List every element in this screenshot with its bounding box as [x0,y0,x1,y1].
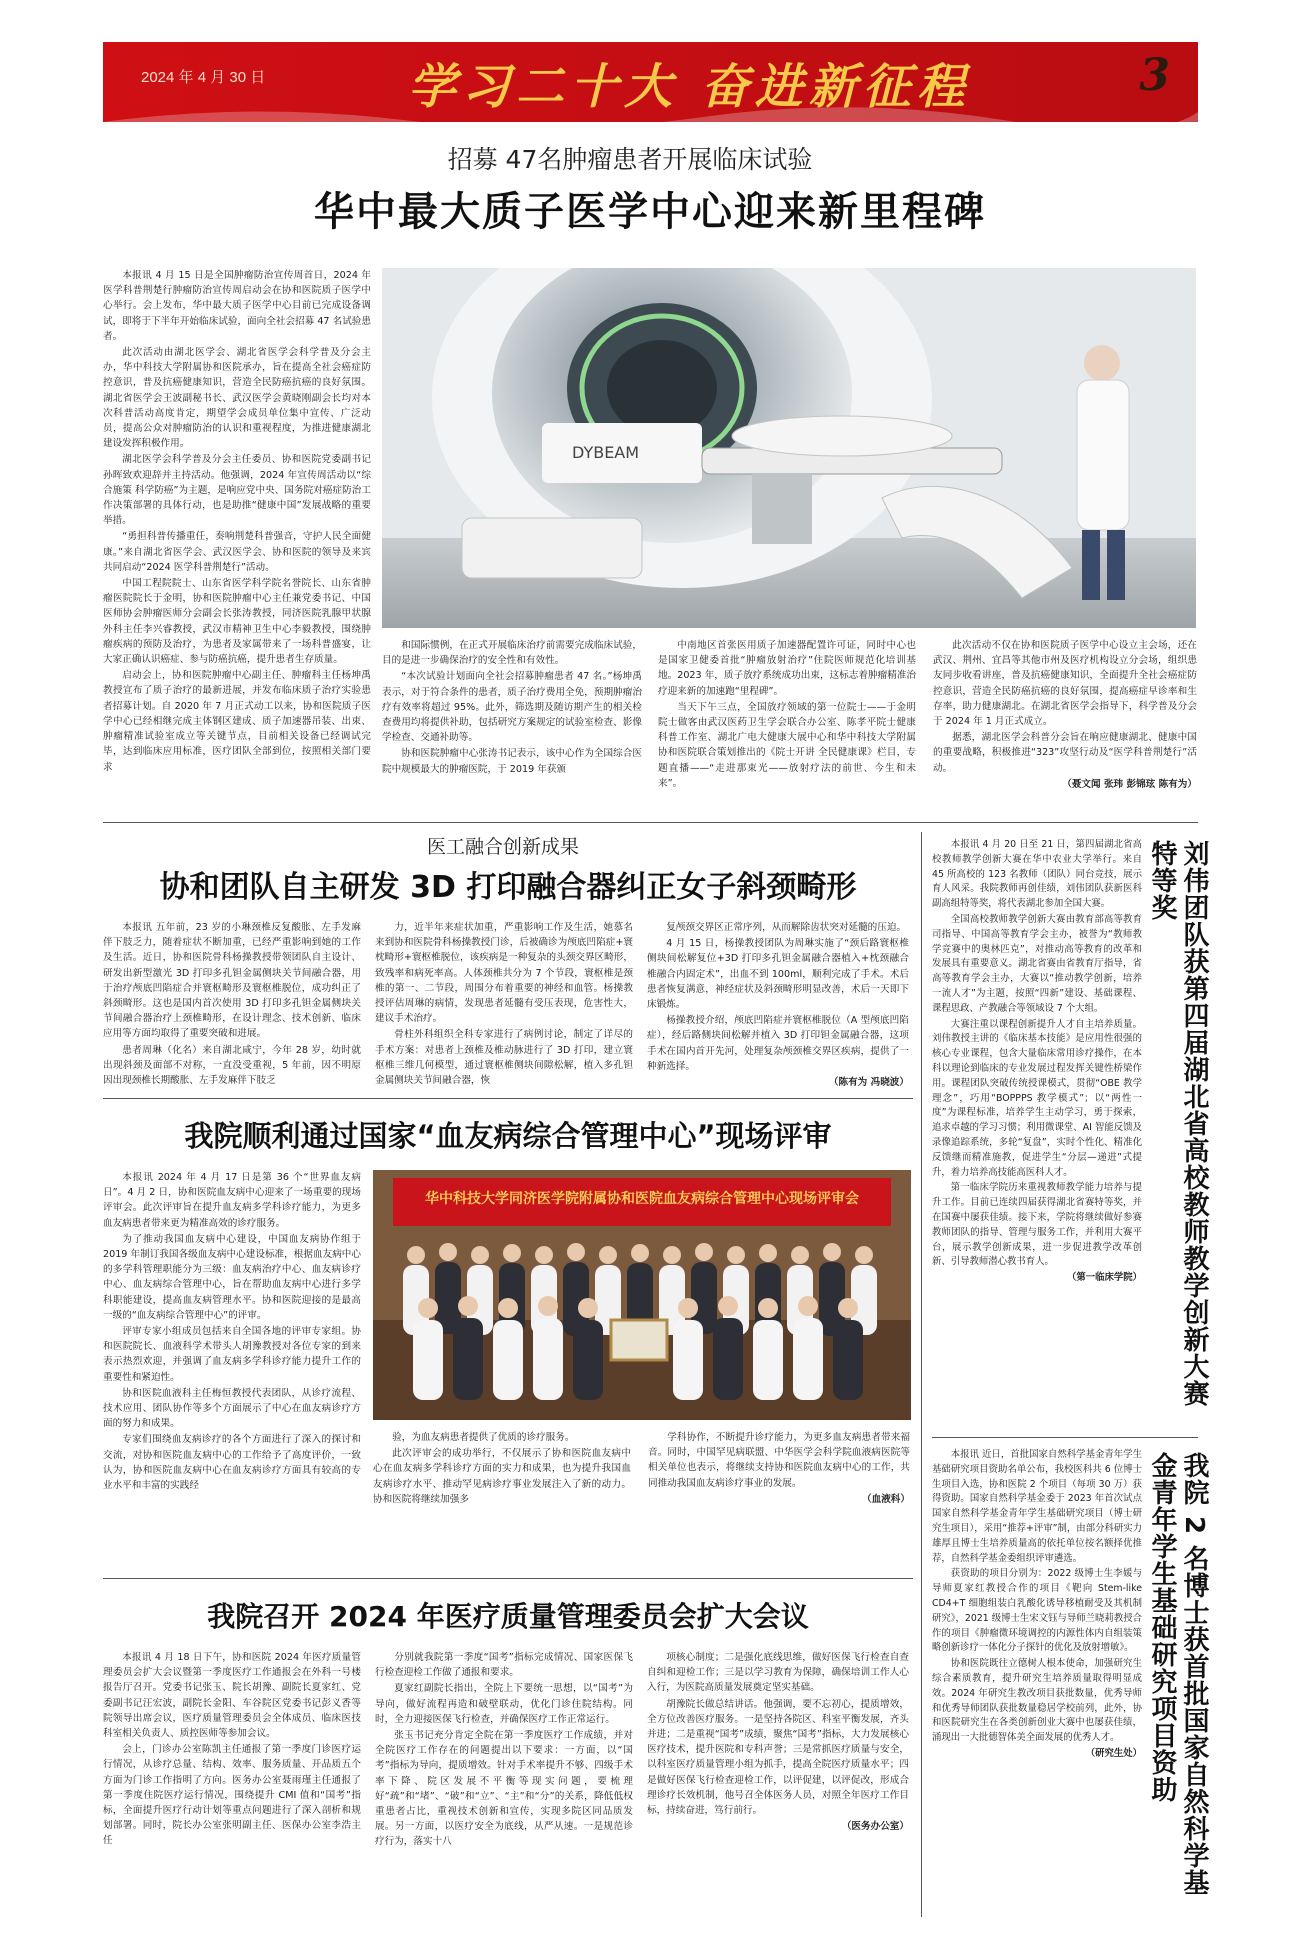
paragraph: 中国工程院院士、山东省医学科学院名誉院长、山东省肿瘤医院院长于金明，协和医院肿瘤中心主任兼党委书记、中国医师协会肿瘤医师分会副会长张涛教授，同济医院乳腺甲状腺外科主任李兴睿教授，武汉市精神卫生中心李毅教授，围绕肿瘤疾病的预防及治疗，为患者及家属带来了一场科普盛宴，让大家正确认识癌症、参与防癌抗癌，提升患者生存质量。 [103,578,371,666]
paragraph: “本次试验计划面向全社会招募肿瘤患者 47 名。”杨坤禹表示，对于符合条件的患者，质子治疗费用全免，预期肿瘤治疗有效率将超过 95%。此外，筛选期及随访期产生的相关检查费用均将提供补助，包括研究方案规定的试验室检查、影像学检查、交通补助等。 [382,671,642,744]
photo-banner-text: 华中科技大学同济医学院附属协和医院血友病综合管理中心现场评审会 [425,1191,859,1207]
article3-column-3 [648,1430,910,1570]
article1-column-1 [103,268,371,813]
article2-headline: 协和团队自主研发 3D 打印融合器纠正女子斜颈畸形 [159,870,857,905]
paragraph: 大赛注重以课程创新提升人才自主培养质量。刘伟教授主讲的《临床基本技能》是应用性很强的核心专业课程，包含大量临床常用诊疗操作，在本科以理论到临床的专业发展过程发挥关键性桥梁作用。课程团队突破传统授课模式，贯彻“OBE 教学理念”，巧用“BOPPPS 教学模式”；以“两性一度”为课程标准，培养学生主动学习，勇于探索，追求卓越的学习习惯；利用微课堂、AI 智能反馈及录像追踪系统，多轮“复盘”，实时个性化、精准化反馈继而精准施教，促进学生“分层—递进”式提升，着力培养高技能高医科人才。 [932,1018,1142,1178]
paragraph: 夏家红副院长指出，全院上下要统一思想，以“国考”为导向，做好流程再造和破壁联动，优化门诊住院结构。同时，全力迎接医保飞行检查，并确保医疗工作正常运行。 [375,1683,633,1725]
paragraph: 张玉书记充分肯定全院在第一季度医疗工作成绩，并对全院医疗工作存在的问题提出以下要求：一方面，以“国考”指标为导向，提质增效。针对手术率提升不够、四级手术率下降、院区发展不平衡等现实问题，要梳理好“疏”和“堵”、“破”和“立”、“主”和“分”的关系，降低低权重患者占比，重视技术创新和宣传，实现多院区同品质发展。另一方面，以医疗安全为底线，从严从速。一是规范诊疗行为，落实十八 [375,1730,633,1848]
paragraph: 专家们围绕血友病诊疗的各个方面进行了深入的探讨和交流，对协和医院血友病中心的工作给予了高度评价，一致认为，协和医院血友病中心在血友病诊疗方面具有较高的专业水平和丰富的实践经 [103,1434,361,1492]
paragraph: 第一临床学院历来重视教师教学能力培养与提升工作。目前已连续四届获得湖北省赛特等奖，并在国赛中屡获佳绩。接下来，学院将继续做好参赛教师团队的指导、管理与服务工作，并利用大赛平台，展示教学创新成果，进一步促进教学改革创新、引导教师潜心教书育人。 [932,1182,1142,1268]
sidebar-divider [921,832,922,1917]
article2-column-2 [375,920,633,1090]
article3-column-2 [373,1430,631,1570]
article4-column-2 [375,1650,633,1915]
review-meeting-group-photo [373,1170,911,1420]
paragraph: 项核心制度；二是强化底线思维，做好医保飞行检查自查自纠和迎检工作；三是以学习教育为保障，确保培训工作人心入行，为医院高质量发展奠定坚实基础。 [647,1652,909,1694]
paragraph: “勇担科普传播重任，奏响荆楚科普强音，守护人民全面健康。”来自湖北省医学会、武汉医学会、协和医院的领导及来宾共同启动“2024 医学科普荆楚行”活动。 [103,531,371,573]
paragraph: 分别就我院第一季度“国考”指标完成情况、国家医保飞行检查迎检工作做了通报和要求。 [375,1652,633,1679]
paragraph: 协和医院既往立德树人根本使命，加强研究生综合素质教育，提升研究生培养质量取得明显成效。2024 年研究生教改项目获批数量，优秀导师和优秀导师团队获批数量稳居学校前列，此外，协和医院研究生在各类创新创业大赛中也屡获佳绩，涌现出一大批德智体美全面发展的优秀人才。 [932,1658,1142,1744]
paragraph: 本报讯 4 月 20 日至 21 日，第四届湖北省高校教师教学创新大赛在华中农业大学举行。来自 45 所高校的 123 名教师（团队）同台竞技，展示育人风采。我院教师再创佳绩，刘伟团队获新医科副高组特等奖，将代表湖北参加全国大赛。 [932,839,1142,910]
article3-byline: （血液科） [862,1493,910,1505]
sidebar2-byline: （研究生处） [1085,1747,1142,1759]
paragraph: 启动会上，协和医院肿瘤中心副主任、肿瘤科主任杨坤禹教授宣布了质子治疗的最新进展，并发布临床质子治疗实验患者招募计划。自 2020 年 7 月正式动工以来，协和医院质子医学中心已经相继完成主体钢区建成、质子加速器吊装、出束、肿瘤精准试验室成立等关键节点，目前相关设备已经调试完毕，达到临床应用标准，医疗团队全部到位，按照相关部门要求 [103,670,371,773]
paragraph: 中南地区首张医用质子加速器配置许可证，同时中心也是国家卫健委首批“肿瘤放射治疗”住院医师规范化培训基地。2023 年，质子放疗系统成功出束，这标志着肿瘤精准治疗迎来新的加速跑“里程碑”。 [658,640,916,697]
paragraph: 本报讯 2024 年 4 月 17 日是第 36 个“世界血友病日”。4 月 2 日，协和医院血友病中心迎来了一场重要的现场评审会。此次评审旨在提升血友病多学科诊疗能力，为更多血友病患者带来更为精准高效的诊疗服务。 [103,1172,361,1229]
issue-date: 2024 年 4 月 30 日 [141,69,266,86]
section-divider [103,822,1198,823]
sidebar1-title: 刘伟团队获第四届湖北省高校教师教学创新大赛特等奖 [1147,840,1209,1407]
paragraph: 此次活动不仅在协和医院质子医学中心设立主会场，还在武汉、荆州、宜昌等其他市州及医疗机构设立分会场，组织患友同步收看讲座，普及抗癌健康知识，全面提升全社会癌症防控意识，营造全民防癌抗癌的良好氛围，提高癌症早诊率和生存率，助力健康湖北。在湖北省医学会指导下，科学普及分会于 2024 年 1 月正式成立。 [933,640,1197,728]
paragraph: 协和医院肿瘤中心张涛书记表示，该中心作为全国综合医院中规模最大的肿瘤医院，于 2019 年获颁 [382,748,642,775]
paragraph: 获资助的项目分别为：2022 级博士生李媛与导师夏家红教授合作的项目《靶向 Stem-like CD4+T 细胞组装白乳酸化诱导移植耐受及其机制研究》，2021 级博士生宋文钰与导师兰晓莉教授合作的项目《肿瘤微环境调控的内源性体内自组装策略创新诊疗一体化分子探针的优化及放射增敏》。 [932,1568,1142,1654]
article4-byline: （医务办公室） [841,1821,909,1833]
section-divider [103,1578,913,1579]
paragraph: 协和医院血液科主任梅恒教授代表团队，从诊疗流程、技术应用、团队协作等多个方面展示了中心在血友病诊疗方面的努力和成果。 [103,1387,361,1430]
proton-therapy-photo [382,268,1196,628]
paragraph: 此次活动由湖北医学会、湖北省医学会科学普及分会主办，华中科技大学附属协和医院承办，旨在提高全社会癌症防控意识，普及抗癌健康知识，营造全民防癌抗癌的良好氛围。湖北省医学会王波副秘书长、武汉医学会黄晓刚副会长均对本次科普活动高度肯定，期望学会成员单位集中宣传、广泛动员，提高公众对肿瘤防治的认识和重视程度，为推进健康湖北建设发挥积极作用。 [103,347,371,450]
article1-kicker: 招募 47名肿瘤患者开展临床试验 [447,145,813,174]
paragraph: 力，近半年来症状加重，严重影响工作及生活，她慕名来到协和医院骨科杨操教授门诊，后被确诊为颅底凹陷症+寰枕畸形+寰枢椎脱位，该疾病是一种复杂的头颈交界区畸形，致残率和病死率高。人体颈椎共分为 7 个节段，寰枢椎是颈椎的第一、二节段，周围分布着重要的神经和血管。杨操教授评估周琳的病情，发现患者延髓有受压表现，危害性大，建议手术治疗。 [375,922,633,1025]
paragraph: 骨柱外科组织全科专家进行了病例讨论，制定了详尽的手术方案：对患者上颈椎及椎动脉进行了 3D 打印，建立寰枢椎三维几何模型，通过寰枢椎侧块间隙松解，植入多孔钽金属侧块关节间融合器，恢 [375,1029,633,1087]
paragraph: 本报讯 五年前，23 岁的小琳颈椎反复酸胀、左手发麻伴下肢乏力，随着症状不断加重，已经严重影响到她的工作及生活。近日，协和医院骨科杨操教授带领团队自主设计、研发出新型激光 3D 打印多孔钽金属侧块关节间融合器，用于治疗颅底凹陷症合并寰枢畸形及寰枢椎脱位，成功纠正了斜颈畸形。这也是国内首次使用 3D 打印多孔钽金属侧块关节间融合器治疗上颈椎畸形，在设计理念、技术创新、临床应用等方面均取得了重要突破和进展。 [103,922,361,1040]
article4-headline: 我院召开 2024 年医疗质量管理委员会扩大会议 [207,1600,809,1633]
article1-column-4 [933,638,1197,813]
article3-headline: 我院顺利通过国家“血友病综合管理中心”现场评审 [184,1119,832,1153]
paragraph: 当天下午三点，全国放疗领域的第一位院士——于金明院士做客由武汉医药卫生学会联合办公室、陈孝平院士健康科普工作室、湖北广电大健康大展中心和华中科技大学附属协和医院联合策划推出的《院士开讲 全民健康课》栏目，专题直播——“走进那束光——放射疗法的前世、今生和未来”。 [658,701,916,789]
paragraph: 4 月 15 日，杨操教授团队为周琳实施了“颈后路寰枢椎侧块间松解复位+3D 打印多孔钽金属融合器植入+枕颈融合椎融合内固定术”，出血不到 100ml，顺利完成了手术。术后患者恢复满意，神经症状及斜颈畸形明显改善，术后一天即下床锻炼。 [647,938,909,1011]
paragraph: 患者周琳（化名）来自湖北咸宁，今年 28 岁，幼时就出现斜颈及面部不对称，一直没受重视，5 年前，因不明原因出现颈椎长期酸胀、左手发麻伴下肢乏 [103,1044,361,1087]
sidebar1-body [932,838,1142,1428]
article4-column-1 [103,1650,361,1915]
paragraph: 本报讯 4 月 18 日下午，协和医院 2024 年医疗质量管理委员会扩大会议暨第一季度医疗工作通报会在外科一号楼报告厅召开。党委书记张玉、院长胡豫、副院长夏家红、党委副书记汪宏波，副院长金阳、车谷院区党委书记彭义香等院领导出席会议，医疗质量管理委员会全体成员、临床医技科室相关负责人、质控医师等参加会议。 [103,1652,361,1740]
paragraph: 会上，门诊办公室陈凯主任通报了第一季度门诊医疗运行情况，从诊疗总量、结构、效率、服务质量、开品质五个方面为门诊工作指明了方向。医务办公室聂雨瑾主任通报了第一季度住院医疗运行情况，围绕提升 CMI 值和“国考”指标，全面提升医疗行动计划等重点问题进行了深入剖析和规划部署。同时，院长办公室张明副主任、医保办公室李浩主任 [103,1744,361,1847]
section-divider [932,1437,1198,1438]
article1-column-3 [658,638,916,813]
paragraph: 复颅颈交界区正常序列，从而解除齿状突对延髓的压迫。 [666,922,907,933]
article1-column-2 [382,638,642,813]
paragraph: 和国际惯例，在正式开展临床治疗前需要完成临床试验，目的是进一步确保治疗的安全性和有效性。 [382,640,642,667]
section-divider [103,1098,913,1099]
article2-kicker: 医工融合创新成果 [426,836,579,858]
paragraph: 学科协作，不断提升诊疗能力，为更多血友病患者带来福音。同时，中国罕见病联盟、中华医学会科学院血液病医院等相关单位也表示，将继续支持协和医院血友病中心的工作，共同推动我国血友病诊疗事业的发展。 [648,1432,910,1489]
sidebar1-byline: （第一临床学院） [1066,1272,1142,1284]
paragraph: 湖北医学会科学普及分会主任委员、协和医院党委副书记孙晖致欢迎辞并主持活动。他强调，2024 年宣传周活动以“综合施策 科学防癌”为主题，是响应党中央、国务院对癌症防治工作决策部署的具体行动，也是助推“健康中国”发展战略的重要举措。 [103,454,371,527]
paragraph: 为了推动我国血友病中心建设，中国血友病协作组于 2019 年制订我国各级血友病中心建设标准，根据血友病中心的多学科管理职能分为三级：血友病治疗中心、血友病诊疗中心、血友病综合管理中心，旨在帮助血友病中心进行多学科职能建设，提高血友病管理水平。协和医院迎接的是最高一级的“血友病综合管理中心”的评审。 [103,1233,361,1321]
paragraph: 本报讯 近日，首批国家自然科学基金青年学生基础研究项目资助名单公布，我校医科共 6 位博士生项目入选，协和医院 2 个项目（每项 30 万）获得资助。国家自然科学基金委于 2023 年首次试点国家自然科学基金青年学生基础研究项目（博士研究生项目），采用“推荐+评审”制，由部分科研实力雄厚且博士生培养质量高的依托单位按名额择优推荐，自然科学基金委组织评审遴选。 [932,1449,1142,1564]
sidebar2-title: 我院 2 名博士获首批国家自然科学基金青年学生基础研究项目资助 [1147,1452,1209,1897]
paragraph: 此次评审会的成功举行，不仅展示了协和医院血友病中心在血友病多学科诊疗方面的实力和成果，也为提升我国血友病诊疗水平、推动罕见病诊疗事业发展注入了新的动力。协和医院将继续加强多 [373,1448,631,1505]
article3-column-1 [103,1170,361,1570]
sidebar2-body [932,1448,1142,1918]
article2-byline: （陈有为 冯晓波） [828,1077,909,1089]
article1-byline: （聂文闻 张玮 彭锦玹 陈有为） [1062,778,1197,790]
paragraph: 全国高校教师教学创新大赛由教育部高等教育司指导、中国高等教育学会主办，被誉为“教师教学竞赛中的奥林匹克”，对推动高等教育的改革和发展具有重要意义。湖北省赛由省教育厅指导，省高等教育学会主办，大赛以“推动教学创新，培养一流人才”为主题，按照“四新”建设、基础课程、课程思政、产教融合等领域设 7 个大组。 [932,913,1142,1014]
paragraph: 据悉，湖北医学会科普分会旨在响应健康湖北、健康中国的重要战略，积极推进“323”攻坚行动及“医学科普荆楚行”活动。 [933,732,1197,774]
paragraph: 本报讯 4 月 15 日是全国肿瘤防治宣传周首日，2024 年医学科普荆楚行肿瘤防治宣传周启动会在协和医院质子医学中心举行。会上发布，华中最大质子医学中心目前已完成设备调试，即将于下半年开始临床试验，面向全社会招募 47 名试验患者。 [103,270,371,342]
page-banner [103,42,1198,122]
article2-column-3 [647,920,909,1090]
paragraph: 验，为血友病患者提供了优质的诊疗服务。 [392,1432,575,1443]
paragraph: 评审专家小组成员包括来自全国各地的评审专家组。协和医院院长、血液科学术带头人胡豫教授对各位专家的到来表示热烈欢迎，并强调了血友病多学科诊疗能力提升工作的重要性和紧迫性。 [103,1326,361,1383]
paragraph: 杨操教授介绍，颅底凹陷症并寰枢椎脱位（A 型颅底凹陷症），经后路侧块间松解并植入 3D 打印钽金属融合器，这项手术在国内首开先河，处理复杂颅颈椎交界区疾病，提供了一种新选择。 [647,1015,909,1072]
paragraph: 胡豫院长做总结讲话。他强调，要不忘初心，提质增效，全方位改善医疗服务。一是坚持各院区、科室平衡发展，齐头并进；二是重视“国考”成绩，聚焦“国考”指标，大力发展核心医疗技术，提升医院和专科声誉；三是常抓医疗质量与安全，以科室医疗质量管理小组为抓手，提高全院医疗质量水平；四是做好医保飞行检查迎检工作，以评促建，以评促改，形成合理诊疗长效机制，他号召全体医务人员，对照全年医疗工作目标，持续奋进，笃行前行。 [647,1698,909,1817]
page-number: 3 [1139,50,1170,101]
banner-slogan: 学习二十大 奋进新征程 [408,59,971,115]
proton-therapy-illustration [382,268,1196,628]
article1-headline: 华中最大质子医学中心迎来新里程碑 [314,189,986,235]
svg-text:DYBEAM: DYBEAM [572,443,640,462]
article2-column-1 [103,920,361,1090]
article4-column-3 [647,1650,909,1915]
